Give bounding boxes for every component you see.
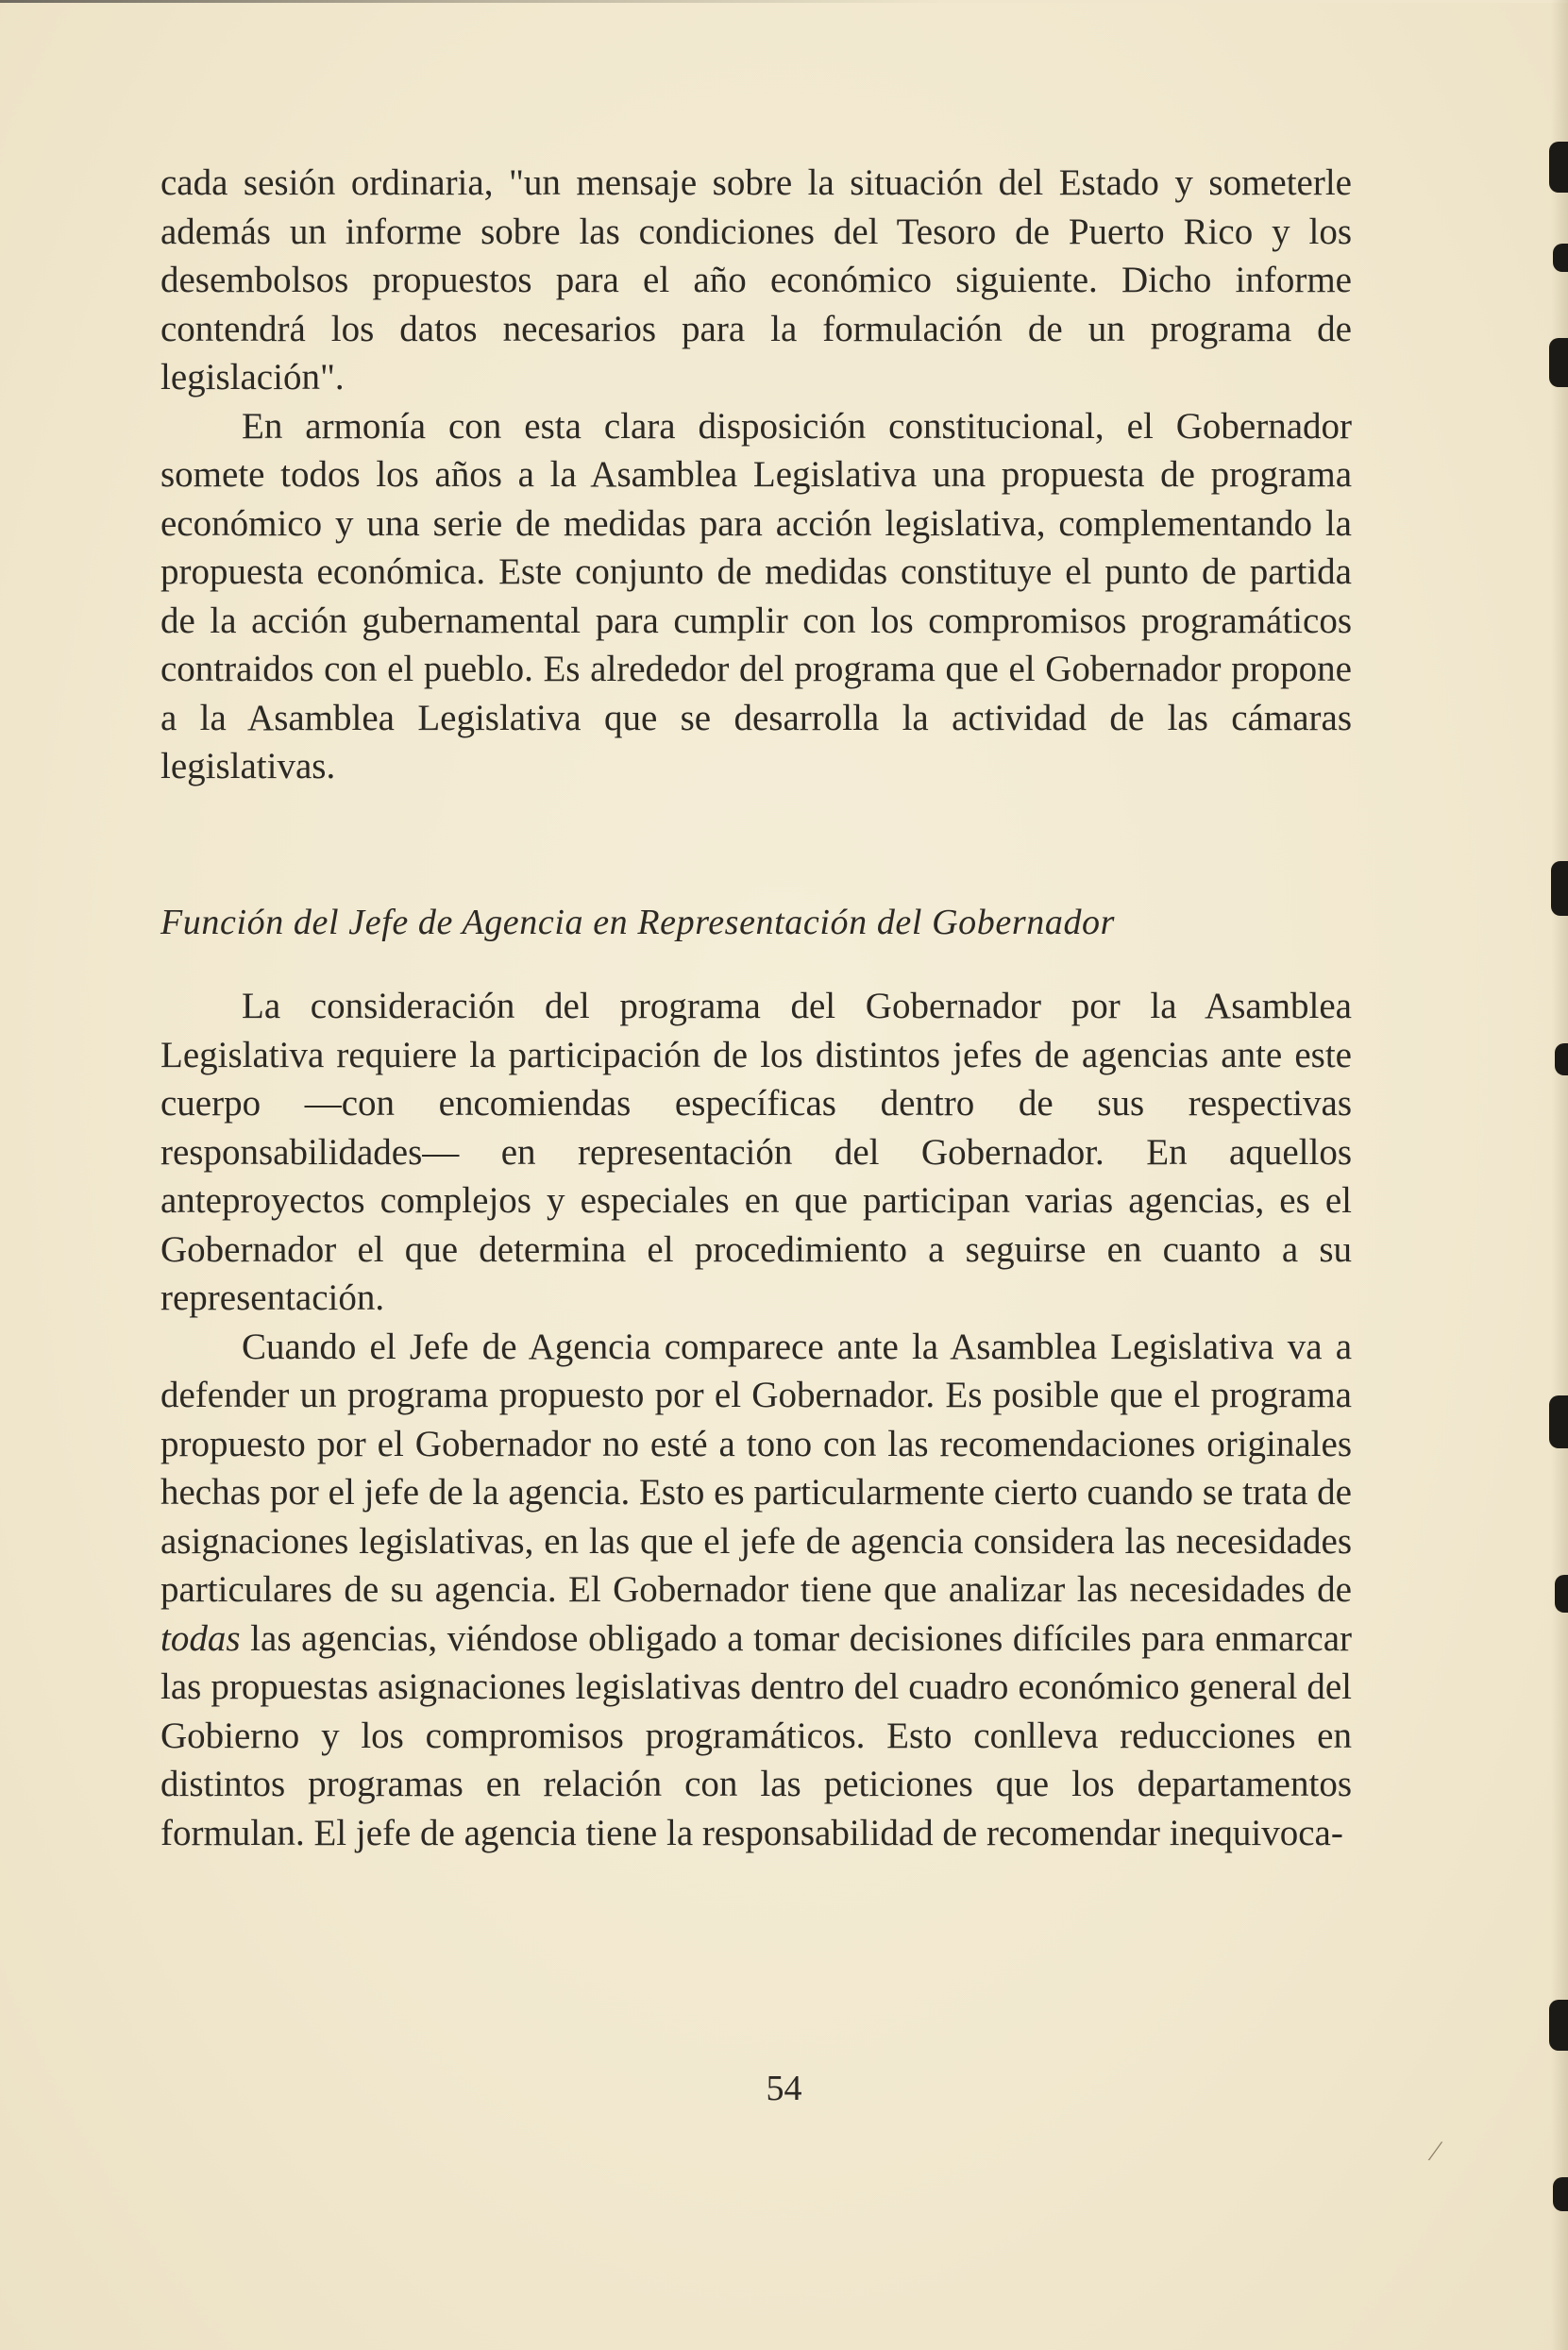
page-number: 54 [766, 2069, 802, 2108]
binder-hole-4 [1551, 861, 1568, 916]
binder-hole-7 [1555, 1575, 1568, 1613]
lower-text-block [160, 982, 1352, 1857]
page-top-edge [0, 0, 1568, 3]
emphasized-word: todas [160, 1617, 241, 1659]
paragraph-continued: cada sesión ordinaria, "un mensaje sobre la situación del Estado y someterle además un informe sobre las condiciones del Tesoro de Puerto Rico y los desembolsos propuestos para el año económico siguiente. Dicho informe contendrá los datos necesarios para la formulación de un programa de legislación". [160, 162, 1352, 397]
binder-hole-6 [1549, 1395, 1568, 1448]
binder-hole-5 [1555, 1043, 1568, 1075]
binder-hole-1 [1549, 142, 1568, 193]
pencil-mark: ⁄ [1433, 2136, 1439, 2167]
agency-text-before: Cuando el Jefe de Agencia comparece ante la Asamblea Legislativa va a defender un programa propuesto por el Gobernador. Es posible que el programa propuesto por el Gobernador no esté a tono con las recomendaciones originales hechas por el jefe de la agencia. Esto es particularmente cierto cuando se trata de asignaciones legislativas, en las que el jefe de agencia considera las necesidades particulares de su agencia. El Gobernador tiene que analizar las necesidades de [160, 1326, 1352, 1610]
binder-hole-3 [1549, 338, 1568, 387]
binder-hole-2 [1553, 244, 1568, 272]
upper-text-block [160, 159, 1352, 791]
paragraph-constitutional-harmony: En armonía con esta clara disposición constitucional, el Gobernador somete todos los años a la Asamblea Legislativa una propuesta de programa económico y una serie de medidas para acción legislativa, complementando la propuesta económica. Este conjunto de medidas constituye el punto de partida de la acción gubernamental para cumplir con los compromisos programáticos contraidos con el pueblo. Es alrededor del programa que el Gobernador propone a la Asamblea Legislativa que se desarrolla la actividad de las cámaras legislativas. [160, 405, 1352, 786]
binder-hole-9 [1553, 2177, 1568, 2211]
binder-hole-8 [1549, 2000, 1568, 2051]
paragraph-agency-head [160, 1323, 1352, 1858]
agency-text-after: las agencias, viéndose obligado a tomar decisiones difíciles para enmarcar las propuestas asignaciones legislativas dentro del cuadro económico general del Gobierno y los compromisos programáticos. Esto conlleva reducciones en distintos programas en relación con las peticiones que los departamentos formulan. El jefe de agencia tiene la responsabilidad de recomendar inequivoca- [160, 1617, 1352, 1853]
paragraph-program-consideration: La consideración del programa del Gobernador por la Asamblea Legislativa requiere la participación de los distintos jefes de agencias ante este cuerpo —con encomiendas específicas dentro de sus respectivas responsabilidades— en representación del Gobernador. En aquellos anteproyectos complejos y especiales en que participan varias agencias, es el Gobernador el que determina el procedimiento a seguirse en cuanto a su representación. [160, 986, 1352, 1318]
section-heading: Función del Jefe de Agencia en Representación del Gobernador [160, 903, 1116, 942]
